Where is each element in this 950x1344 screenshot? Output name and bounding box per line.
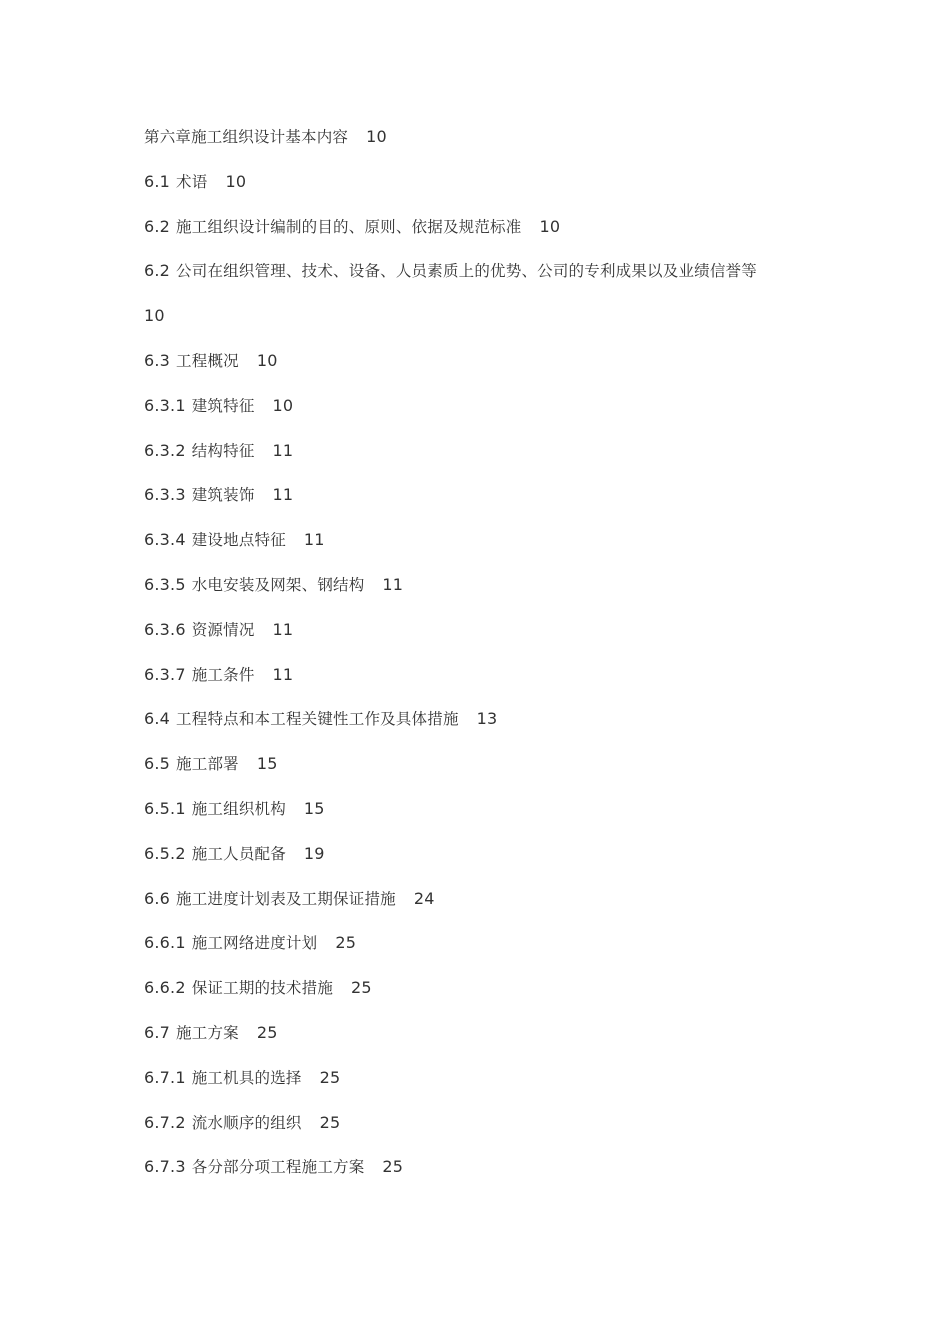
toc-entry[interactable]: [144, 1018, 804, 1063]
toc-entry-title: 建筑特征: [191, 396, 255, 415]
toc-entry-title: 施工组织设计编制的目的、原则、依据及规范标准: [176, 217, 522, 236]
toc-entry-page: 15: [256, 754, 278, 774]
toc-entry-page: 11: [382, 574, 404, 594]
toc-entry-title: 第六章施工组织设计基本内容: [144, 128, 349, 146]
toc-entry-number: 6.6.1: [144, 933, 186, 953]
toc-entry-title: 建设地点特征: [191, 531, 286, 550]
toc-entry-page: 13: [476, 709, 498, 729]
toc-entry-title: 工程概况: [176, 351, 239, 370]
toc-entry[interactable]: [144, 391, 804, 436]
toc-entry[interactable]: [144, 480, 804, 525]
toc-entry-number: 6.7.3: [144, 1157, 186, 1177]
toc-entry-number: 6.3.3: [144, 485, 186, 505]
toc-entry-page: 10: [539, 216, 561, 236]
toc-entry-page: 11: [272, 485, 294, 505]
toc-entry-title: 施工方案: [176, 1023, 239, 1042]
toc-entry-number: 6.7.1: [144, 1067, 186, 1087]
toc-entry-page: 24: [413, 888, 435, 908]
toc-entry-title: 施工组织机构: [191, 799, 286, 818]
toc-entry-title: 工程特点和本工程关键性工作及具体措施: [176, 710, 459, 729]
toc-entry-number: 6.1: [144, 171, 171, 191]
toc-entry[interactable]: [144, 212, 804, 257]
toc-entry-page: 11: [272, 664, 294, 684]
toc-entry-number: 6.5.1: [144, 798, 186, 818]
toc-entry[interactable]: [144, 256, 804, 301]
toc-entry-title: 建筑装饰: [191, 486, 255, 505]
toc-entry-title: 施工机具的选择: [191, 1068, 302, 1087]
toc-entry-page: 25: [319, 1112, 341, 1132]
toc-entry-page: 10: [144, 306, 165, 326]
toc-entry[interactable]: [144, 973, 804, 1018]
toc-entry[interactable]: [144, 1063, 804, 1108]
toc-entry-page: 10: [366, 127, 387, 146]
toc-entry[interactable]: [144, 660, 804, 705]
toc-entry-title: 各分部分项工程施工方案: [191, 1158, 365, 1177]
toc-entry[interactable]: [144, 1152, 804, 1197]
toc-entry-number: 6.3.5: [144, 574, 186, 594]
toc-entry[interactable]: [144, 839, 804, 884]
toc-entry-page: 10: [225, 171, 247, 191]
toc-entry[interactable]: [144, 1108, 804, 1153]
toc-entry[interactable]: [144, 167, 804, 212]
toc-entry[interactable]: [144, 570, 804, 615]
toc-entry-page: 10: [256, 350, 278, 370]
toc-entry-number: 6.3.2: [144, 440, 186, 460]
toc-entry[interactable]: [144, 346, 804, 391]
toc-entry-page: 25: [256, 1022, 278, 1042]
toc-entry-number: 6.7: [144, 1022, 171, 1042]
toc-entry[interactable]: [144, 122, 804, 167]
toc-entry[interactable]: [144, 794, 804, 839]
toc-entry-title: 术语: [176, 172, 208, 191]
toc-entry-title: 施工进度计划表及工期保证措施: [176, 889, 396, 908]
toc-entry-page: 15: [303, 798, 325, 818]
toc-entry-page: 11: [272, 619, 294, 639]
toc-entry-page: 11: [303, 530, 325, 550]
toc-entry-title: 水电安装及网架、钢结构: [191, 575, 365, 594]
toc-entry-number: 6.5.2: [144, 843, 186, 863]
toc-entry[interactable]: [144, 884, 804, 929]
toc-entry-page: 25: [319, 1067, 341, 1087]
toc-entry-title: 结构特征: [191, 441, 255, 460]
toc-entry[interactable]: [144, 928, 804, 973]
toc-entry-number: 6.6.2: [144, 978, 186, 998]
toc-entry-continuation[interactable]: [144, 301, 804, 346]
toc-entry[interactable]: [144, 436, 804, 481]
toc-entry[interactable]: [144, 704, 804, 749]
toc-entry-page: 19: [303, 843, 325, 863]
toc-entry-page: 11: [272, 440, 294, 460]
toc-entry-title: 公司在组织管理、技术、设备、人员素质上的优势、公司的专利成果以及业绩信誉等: [176, 262, 757, 281]
toc-entry-page: 25: [335, 933, 357, 953]
toc-entry-title: 施工网络进度计划: [191, 934, 318, 953]
toc-entry-number: 6.7.2: [144, 1112, 186, 1132]
toc-entry-title: 资源情况: [191, 620, 255, 639]
table-of-contents: [144, 122, 804, 1197]
toc-entry-page: 10: [272, 395, 294, 415]
toc-entry-number: 6.2: [144, 261, 171, 281]
toc-entry-number: 6.3: [144, 350, 171, 370]
toc-entry-number: 6.6: [144, 888, 171, 908]
toc-entry-title: 施工条件: [191, 665, 255, 684]
toc-entry-page: 25: [382, 1157, 404, 1177]
toc-entry[interactable]: [144, 749, 804, 794]
toc-entry-number: 6.5: [144, 754, 171, 774]
toc-entry-title: 施工人员配备: [191, 844, 286, 863]
toc-entry-number: 6.3.6: [144, 619, 186, 639]
toc-entry-title: 保证工期的技术措施: [191, 979, 334, 998]
toc-entry-page: 25: [351, 978, 372, 998]
toc-entry-title: 流水顺序的组织: [191, 1113, 302, 1132]
toc-entry[interactable]: [144, 525, 804, 570]
toc-entry-number: 6.4: [144, 709, 171, 729]
toc-entry-number: 6.2: [144, 216, 171, 236]
toc-entry-title: 施工部署: [176, 755, 239, 774]
toc-entry[interactable]: [144, 615, 804, 660]
toc-entry-number: 6.3.1: [144, 395, 186, 415]
toc-entry-number: 6.3.7: [144, 664, 186, 684]
toc-entry-number: 6.3.4: [144, 530, 186, 550]
